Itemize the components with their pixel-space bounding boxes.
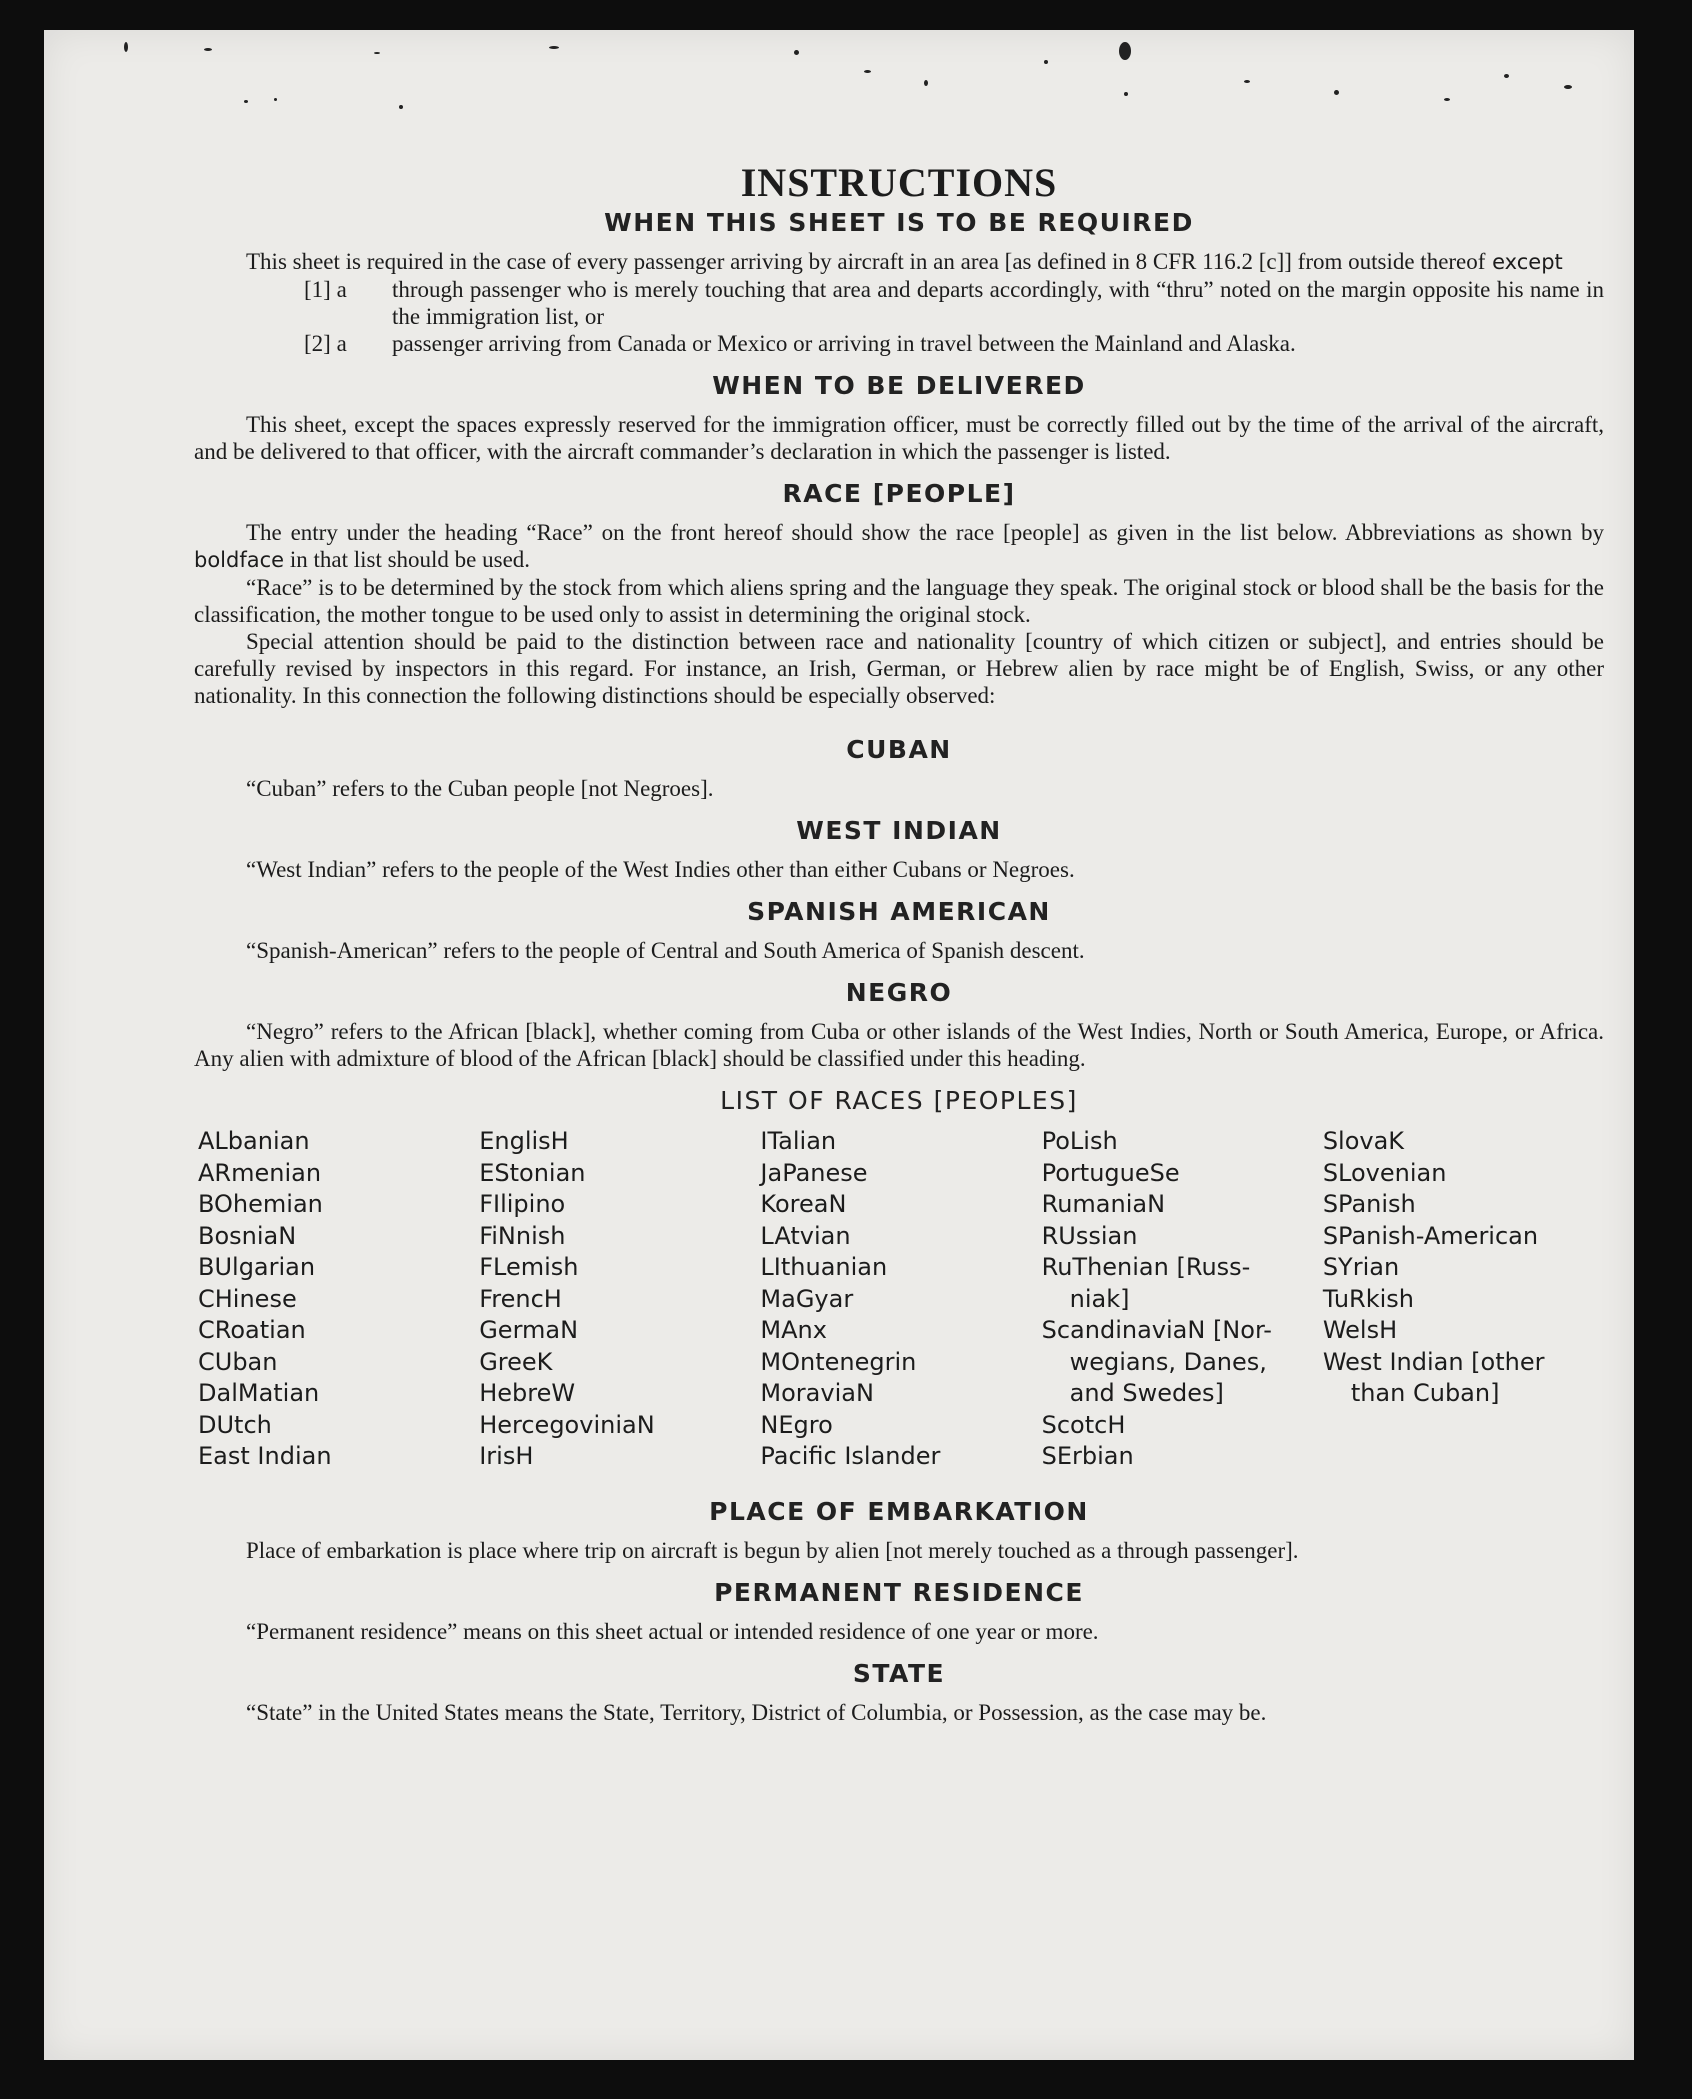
race-item: JaPanese xyxy=(760,1158,868,1187)
heading-cuban: CUBAN xyxy=(846,735,952,764)
exception-number: [1] a xyxy=(304,277,347,302)
residence-text: “Permanent residence” means on this sheet actual or intended residence of one year or more. xyxy=(246,1618,1099,1644)
scan-speck xyxy=(204,48,212,51)
heading-spanish-american: SPANISH AMERICAN xyxy=(747,897,1051,926)
heading-when-delivered: WHEN TO BE DELIVERED xyxy=(712,371,1086,400)
page-title: INSTRUCTIONS xyxy=(740,160,1058,205)
exception-2 xyxy=(304,330,1604,357)
race-item: SPanish-American xyxy=(1322,1221,1539,1250)
race-item-continued: and Swedes] xyxy=(1069,1379,1224,1407)
heading-negro: NEGRO xyxy=(845,978,953,1007)
heading-list-of-races: LIST OF RACES [PEOPLES] xyxy=(720,1086,1078,1115)
race-item: DalMatian xyxy=(198,1379,320,1407)
when-required-intro xyxy=(194,248,1604,276)
race-paragraph-2: “Race” is to be determined by the stock from which aliens spring and the language they speak. The original stock or blood shall be the basis for the classification, the mother tongue to be used only to assist in determining the original stock. xyxy=(194,575,1604,627)
race-item: SPanish xyxy=(1322,1190,1416,1218)
scan-speck xyxy=(864,70,871,73)
race-item: FiNnish xyxy=(479,1221,566,1250)
scan-speck xyxy=(1334,90,1339,95)
race-item: East Indian xyxy=(198,1442,332,1470)
race-item: ALbanian xyxy=(198,1127,310,1155)
race-item: ScotcH xyxy=(1041,1410,1126,1439)
when-delivered-text: This sheet, except the spaces expressly reserved for the immigration officer, must be correctly filled out by the time of the arrival of the aircraft, and be delivered to that officer, with the aircraft commander’s declaration in which the passenger is listed. xyxy=(194,412,1604,464)
race-item: CRoatian xyxy=(198,1316,306,1344)
race-item: MoraviaN xyxy=(760,1379,874,1407)
exception-number: [2] a xyxy=(304,331,347,356)
races-list xyxy=(198,1126,1604,1473)
race-item: GermaN xyxy=(479,1316,579,1344)
scan-speck xyxy=(274,98,277,101)
race-item: RUssian xyxy=(1041,1221,1138,1250)
scan-speck xyxy=(549,46,559,49)
heading-permanent-residence: PERMANENT RESIDENCE xyxy=(714,1577,1084,1607)
race-item: WelsH xyxy=(1322,1316,1398,1344)
race-item: MaGyar xyxy=(760,1284,854,1313)
heading-when-required: WHEN THIS SHEET IS TO BE REQUIRED xyxy=(604,208,1194,237)
scan-speck xyxy=(924,80,928,86)
scan-speck xyxy=(1044,60,1048,64)
instructions-body xyxy=(194,150,1604,1726)
race-p1-end: in that list should be used. xyxy=(284,547,531,572)
exception-text: through passenger who is merely touching that area and departs accordingly, with “thru” noted on the margin opposite his name in the immigration list, or xyxy=(392,277,1604,329)
race-item: LAtvian xyxy=(760,1221,851,1250)
exception-1 xyxy=(304,276,1604,330)
race-item: BOhemian xyxy=(198,1190,323,1218)
race-item: CUban xyxy=(198,1347,278,1376)
race-item: FIlipino xyxy=(479,1190,566,1218)
scan-speck xyxy=(124,42,128,52)
scan-speck xyxy=(399,105,403,109)
races-column-2 xyxy=(479,1126,760,1473)
scan-speck xyxy=(1124,92,1128,96)
race-paragraph-1 xyxy=(194,519,1604,574)
document-page xyxy=(44,30,1634,2060)
race-item: ARmenian xyxy=(198,1158,322,1187)
intro-text: This sheet is required in the case of every passenger arriving by aircraft in an area [as defined in 8 CFR 116.2 [c]] from outside thereof xyxy=(246,249,1486,274)
scan-speck xyxy=(794,50,799,55)
race-item: CHinese xyxy=(198,1284,297,1313)
heading-state: STATE xyxy=(852,1658,946,1688)
race-item: HebreW xyxy=(479,1379,576,1407)
scan-speck xyxy=(1564,85,1572,89)
cuban-text: “Cuban” refers to the Cuban people [not Negroes]. xyxy=(246,776,714,801)
race-item: DUtch xyxy=(198,1410,272,1439)
race-item: IrisH xyxy=(479,1442,534,1470)
race-item: GreeK xyxy=(479,1347,553,1376)
race-item: NEgro xyxy=(760,1410,833,1439)
heading-embarkation: PLACE OF EMBARKATION xyxy=(709,1496,1089,1526)
race-item: HercegoviniaN xyxy=(479,1410,655,1439)
race-item: EnglisH xyxy=(479,1127,569,1155)
race-item: MOntenegrin xyxy=(760,1347,917,1376)
race-item: Pacific Islander xyxy=(760,1442,941,1470)
race-item: TuRkish xyxy=(1322,1284,1414,1313)
races-column-4 xyxy=(1042,1126,1323,1473)
race-item: SLovenian xyxy=(1322,1158,1447,1187)
race-item: FrencH xyxy=(479,1284,562,1313)
embarkation-text: Place of embarkation is place where trip on aircraft is begun by alien [not merely touched as a through passenger]. xyxy=(246,1537,1299,1563)
scan-speck xyxy=(374,52,380,54)
race-item: MAnx xyxy=(760,1316,827,1344)
race-item: PortugueSe xyxy=(1041,1158,1180,1187)
race-item: FLemish xyxy=(479,1253,579,1281)
scan-speck xyxy=(1444,98,1450,101)
race-item: BosniaN xyxy=(198,1221,297,1250)
exception-text: passenger arriving from Canada or Mexico or arriving in travel between the Mainland and Alaska. xyxy=(392,331,1296,356)
state-text: “State” in the United States means the State, Territory, District of Columbia, or Possession, as the case may be. xyxy=(246,1699,1267,1725)
race-item-continued: wegians, Danes, xyxy=(1069,1347,1267,1376)
race-item: LIthuanian xyxy=(760,1253,888,1281)
scan-speck xyxy=(1119,42,1131,60)
race-paragraph-3: Special attention should be paid to the distinction between race and nationality [country of which citizen or subject], and entries should be carefully revised by inspectors in this regard. For instance, an Irish, German, or Hebrew alien by race might be of English, Swiss, or any other nationality. In this connection the following distinctions should be especially observed: xyxy=(194,629,1604,708)
race-item: SErbian xyxy=(1041,1442,1134,1470)
west-indian-text: “West Indian” refers to the people of the West Indies other than either Cubans or Negroes. xyxy=(246,857,1075,882)
race-item-continued: niak] xyxy=(1069,1284,1130,1313)
races-column-3 xyxy=(760,1126,1041,1473)
race-item: ScandinaviaN [Nor- xyxy=(1041,1316,1272,1344)
race-item: RuThenian [Russ- xyxy=(1041,1253,1251,1281)
scan-speck xyxy=(244,100,248,103)
race-item-continued: than Cuban] xyxy=(1350,1379,1500,1407)
heading-race: RACE [PEOPLE] xyxy=(782,479,1016,508)
spanish-american-text: “Spanish-American” refers to the people of Central and South America of Spanish descent. xyxy=(246,938,1085,963)
negro-text: “Negro” refers to the African [black], whether coming from Cuba or other islands of the West Indies, North or South America, Europe, or Africa. Any alien with admixture of blood of the African [black] should be classified under this heading. xyxy=(194,1019,1604,1071)
race-item: West Indian [other xyxy=(1322,1347,1545,1376)
races-column-5 xyxy=(1323,1126,1604,1473)
intro-except: except xyxy=(1485,250,1563,274)
heading-west-indian: WEST INDIAN xyxy=(796,816,1002,845)
race-item: BUlgarian xyxy=(198,1253,316,1281)
race-p1-boldface: boldface xyxy=(194,548,285,572)
race-item: SYrian xyxy=(1322,1253,1400,1281)
race-item: RumaniaN xyxy=(1041,1190,1166,1218)
scan-speck xyxy=(1244,80,1250,83)
race-p1-text: The entry under the heading “Race” on the front hereof should show the race [people] as given in the list below. Abbreviations as shown by xyxy=(246,520,1604,545)
scan-speck xyxy=(1504,74,1509,78)
race-item: ITalian xyxy=(760,1127,837,1155)
race-item: PoLish xyxy=(1041,1127,1118,1155)
races-column-1 xyxy=(198,1126,479,1473)
race-item: KoreaN xyxy=(760,1190,847,1218)
race-item: SlovaK xyxy=(1322,1127,1405,1155)
race-item: EStonian xyxy=(479,1158,586,1187)
